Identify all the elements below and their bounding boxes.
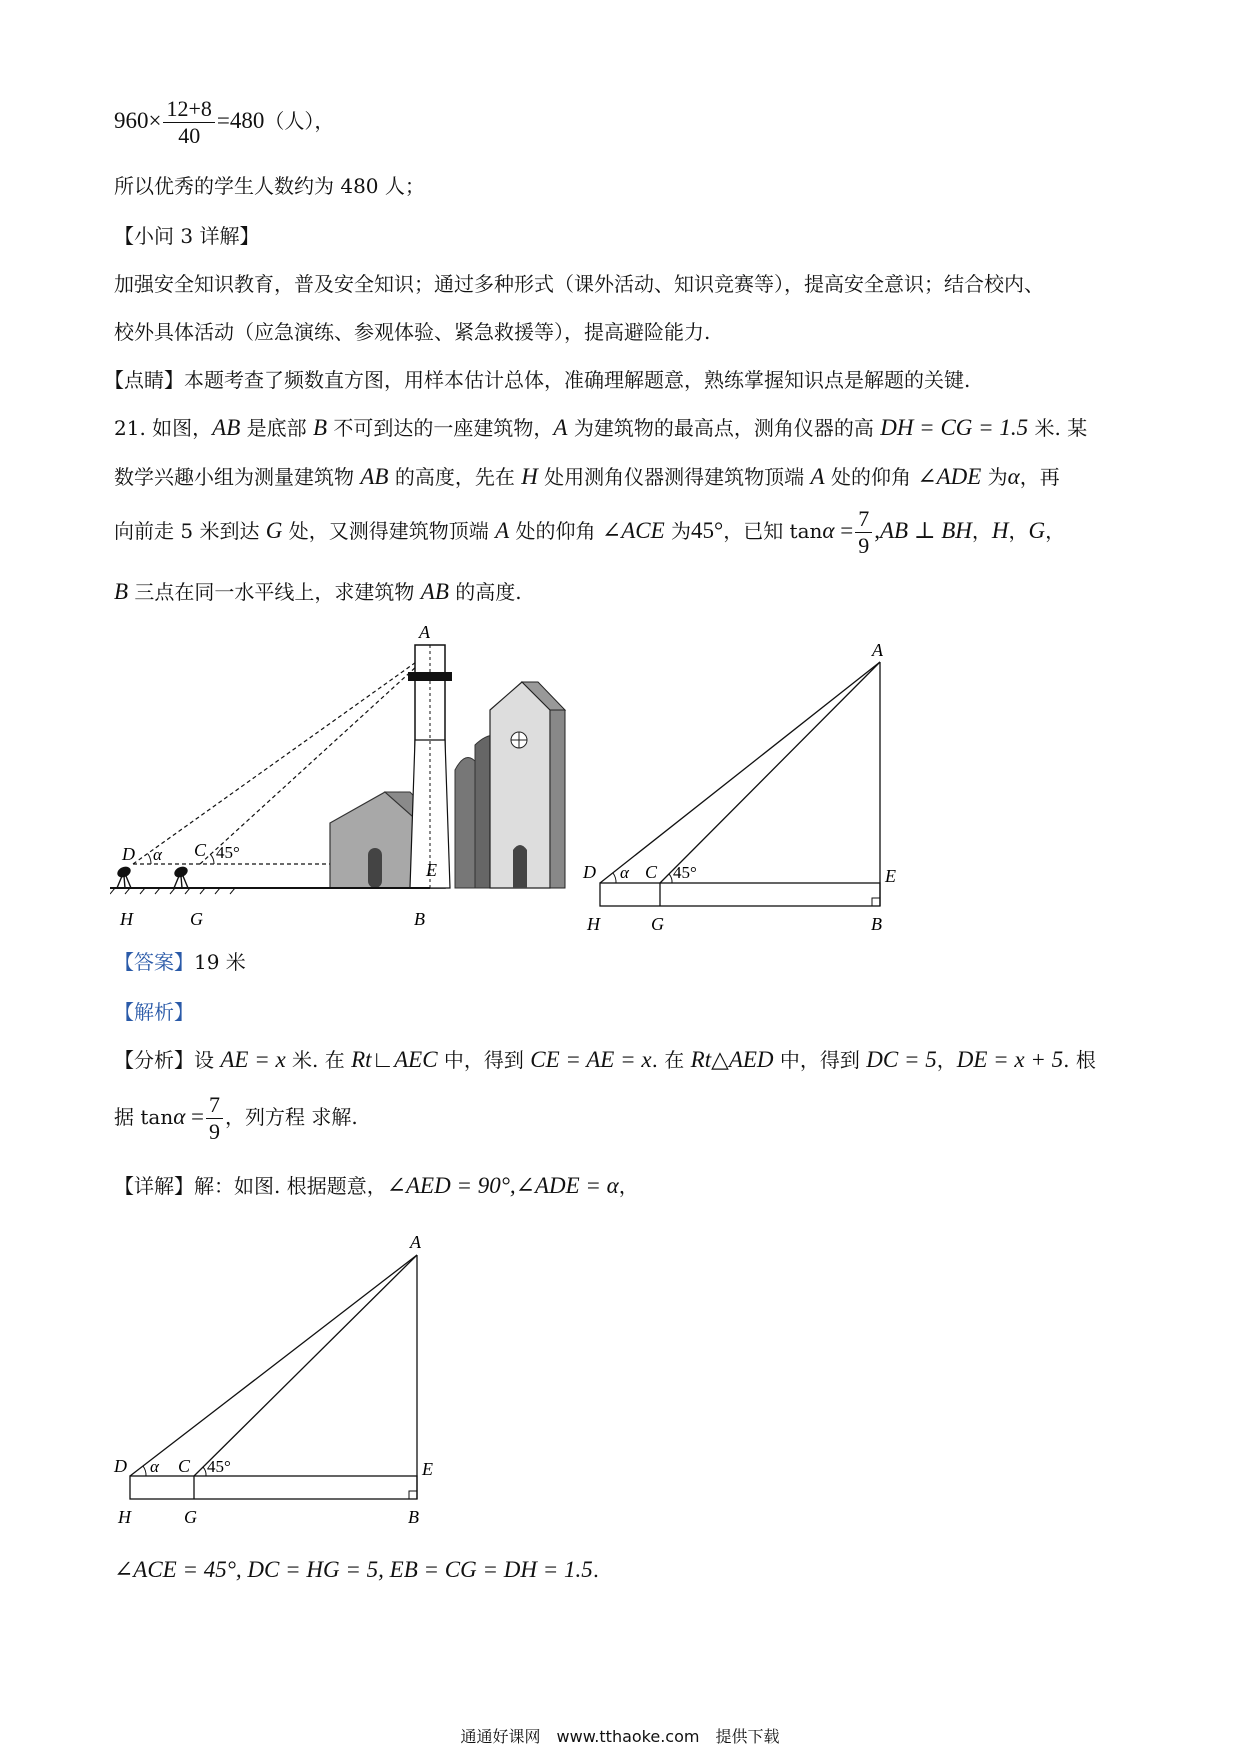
text: 【详解】解：如图. 根据题意，: [114, 1174, 387, 1198]
text: . 根: [1063, 1048, 1096, 1072]
analysis-line2: [114, 1092, 358, 1154]
tan-fraction: [855, 506, 872, 559]
q3-text-2: 校外具体活动（应急演练、参观体验、紧急救援等），提高避险能力.: [114, 320, 711, 344]
alpha-arc: [148, 854, 151, 864]
tan-fraction: [206, 1092, 223, 1145]
segment-CA: [194, 1255, 417, 1476]
label-C: C: [178, 1456, 191, 1476]
figure-geometry-solution: [110, 1230, 450, 1540]
math: ∠ADE: [917, 464, 982, 489]
text: 的高度，先在: [388, 465, 522, 489]
numerator: 7: [206, 1092, 223, 1119]
formula-rhs: =480: [216, 108, 265, 133]
math: H: [991, 518, 1009, 543]
label-H: H: [120, 909, 133, 929]
math: α: [1007, 464, 1020, 489]
instrument-D: [116, 865, 133, 888]
text: 据 tan: [114, 1105, 174, 1129]
math: CE = AE = x: [530, 1047, 652, 1072]
text: .: [592, 1558, 600, 1582]
formula-numerator: 12+8: [163, 96, 214, 123]
label-alpha: α: [620, 863, 629, 882]
instrument-C: [173, 865, 190, 888]
math: B: [313, 415, 328, 440]
analysis-line1: [114, 1046, 1096, 1074]
math: AB: [360, 464, 389, 489]
math: =: [185, 1104, 205, 1129]
text: 米. 在: [285, 1048, 352, 1072]
numerator: 7: [855, 506, 872, 533]
text: 米. 某: [1028, 416, 1088, 440]
text: ，: [618, 1174, 639, 1198]
house-door: [368, 848, 382, 888]
answer-value: 19 米: [194, 950, 246, 974]
math: B: [114, 579, 129, 604]
label-E: E: [422, 1459, 433, 1479]
segment-DA: [130, 1255, 417, 1476]
label-45: 45°: [207, 1457, 231, 1476]
label-G: G: [651, 914, 664, 934]
math: α: [822, 518, 835, 543]
label-D: D: [122, 844, 135, 864]
math: AE = x: [220, 1047, 286, 1072]
right-angle-mark: [872, 898, 880, 906]
math: AB ⊥ BH: [879, 518, 972, 543]
text: 处用测角仪器测得建筑物顶端: [537, 465, 811, 489]
math: H: [521, 464, 538, 489]
math: Rt: [351, 1047, 372, 1072]
label-H: H: [587, 914, 600, 934]
label-C: C: [194, 840, 207, 860]
text: 处的仰角: [509, 519, 602, 543]
building-door: [513, 845, 527, 888]
label-A: A: [872, 640, 883, 660]
angle45-arc: [210, 854, 214, 864]
answer-tag: 【答案】: [114, 950, 194, 974]
text: ，再: [1019, 465, 1060, 489]
problem21-line4: [114, 578, 522, 606]
text: 处的仰角: [824, 465, 918, 489]
text: ，: [1008, 519, 1029, 543]
problem21-line1: [114, 414, 1087, 442]
alpha-arc: [613, 873, 616, 883]
math: G: [265, 518, 283, 543]
last-line: [114, 1556, 599, 1584]
figure-geometry-right: [575, 630, 915, 940]
label-A: A: [419, 622, 430, 642]
math: ,: [874, 518, 880, 543]
label-A: A: [410, 1232, 421, 1252]
formula-unit: （人），: [264, 109, 335, 133]
footer: 通通好课网 www.tthaoke.com 提供下载: [460, 1727, 780, 1746]
text: 数学兴趣小组为测量建筑物: [114, 465, 361, 489]
text: 【分析】设: [114, 1048, 221, 1072]
alpha-arc: [143, 1466, 146, 1476]
label-B: B: [408, 1507, 419, 1527]
math: DE = x + 5: [956, 1047, 1064, 1072]
label-D: D: [583, 862, 596, 882]
math: 45°: [691, 518, 724, 543]
label-alpha: α: [153, 845, 162, 864]
label-G: G: [190, 909, 203, 929]
math: α: [173, 1104, 186, 1129]
label-45: 45°: [673, 863, 697, 882]
label-D: D: [114, 1456, 127, 1476]
segment-DA: [600, 662, 880, 883]
conclusion-line: 所以优秀的学生人数约为 480 人；: [114, 174, 425, 198]
rect-HDEB: [600, 883, 880, 906]
text: 为建筑物的最高点，测角仪器的高: [567, 416, 881, 440]
text: 三点在同一水平线上，求建筑物: [128, 580, 421, 604]
formula-denominator: 40: [178, 123, 201, 148]
formula-fraction: [163, 96, 214, 149]
text: 中，得到: [437, 1048, 531, 1072]
label-G: G: [184, 1507, 197, 1527]
answer-line: [114, 948, 246, 976]
problem21-line2: [114, 463, 1060, 491]
label-alpha: α: [150, 1457, 159, 1476]
analysis-tag: 【解析】: [114, 1000, 194, 1024]
formula-lhs: 960×: [114, 108, 162, 133]
text: . 在: [651, 1048, 691, 1072]
text: ，: [1045, 519, 1066, 543]
label-B: B: [871, 914, 882, 934]
angle45-arc: [203, 1467, 206, 1476]
math: AB: [212, 415, 241, 440]
text: 为: [981, 465, 1008, 489]
math: AB: [420, 579, 449, 604]
text: ，: [936, 1048, 957, 1072]
math: △AED: [711, 1047, 774, 1072]
text: 向前走 5 米到达: [114, 519, 266, 543]
math: A: [553, 415, 568, 440]
label-H: H: [118, 1507, 131, 1527]
text: 是底部: [240, 416, 313, 440]
angle45-arc: [669, 874, 672, 883]
denominator: 9: [858, 533, 870, 558]
math: A: [810, 464, 825, 489]
math: DC = 5: [866, 1047, 937, 1072]
comment-line: 【点睛】本题考查了频数直方图，用样本估计总体，准确理解题意，熟练掌握知识点是解题的关键.: [104, 368, 971, 392]
label-45: 45°: [216, 843, 240, 862]
segment-CA: [660, 662, 880, 883]
denominator: 9: [209, 1119, 221, 1144]
problem21-line3: [114, 506, 1065, 568]
text: ，已知 tan: [723, 519, 823, 543]
text: 的高度.: [448, 580, 522, 604]
tall-building-wall: [550, 710, 565, 888]
math: ∠AED = 90°,∠ADE = α: [386, 1173, 619, 1198]
text: ，列方程 求解.: [225, 1105, 358, 1129]
label-E: E: [885, 866, 896, 886]
top-formula: [114, 96, 334, 156]
q3-text-1: 加强安全知识教育，普及安全知识；通过多种形式（课外活动、知识竞赛等），提高安全意识；结合校内、: [114, 272, 1044, 296]
detail-line: [114, 1172, 639, 1200]
text: 处，又测得建筑物顶端: [282, 519, 496, 543]
figure-scene: [110, 620, 580, 940]
label-B: B: [414, 909, 425, 929]
right-angle-mark: [409, 1491, 417, 1499]
math: ∠ACE = 45°, DC = HG = 5, EB = CG = DH = 1.5: [114, 1557, 593, 1582]
math: ∠ACE: [601, 518, 665, 543]
text: 中，得到: [773, 1048, 867, 1072]
text: 为: [664, 519, 691, 543]
rect-HDEB: [130, 1476, 417, 1499]
math: G: [1028, 518, 1046, 543]
math: Rt: [690, 1047, 712, 1072]
text: 21. 如图，: [114, 416, 213, 440]
math: DH = CG = 1.5: [880, 415, 1029, 440]
text: ，: [971, 519, 992, 543]
math: A: [495, 518, 510, 543]
label-E: E: [426, 860, 437, 880]
math: =: [834, 518, 854, 543]
label-C: C: [645, 862, 658, 882]
text: 不可到达的一座建筑物，: [327, 416, 554, 440]
q3-header: 【小问 3 详解】: [114, 224, 260, 248]
math: ∟AEC: [371, 1047, 438, 1072]
